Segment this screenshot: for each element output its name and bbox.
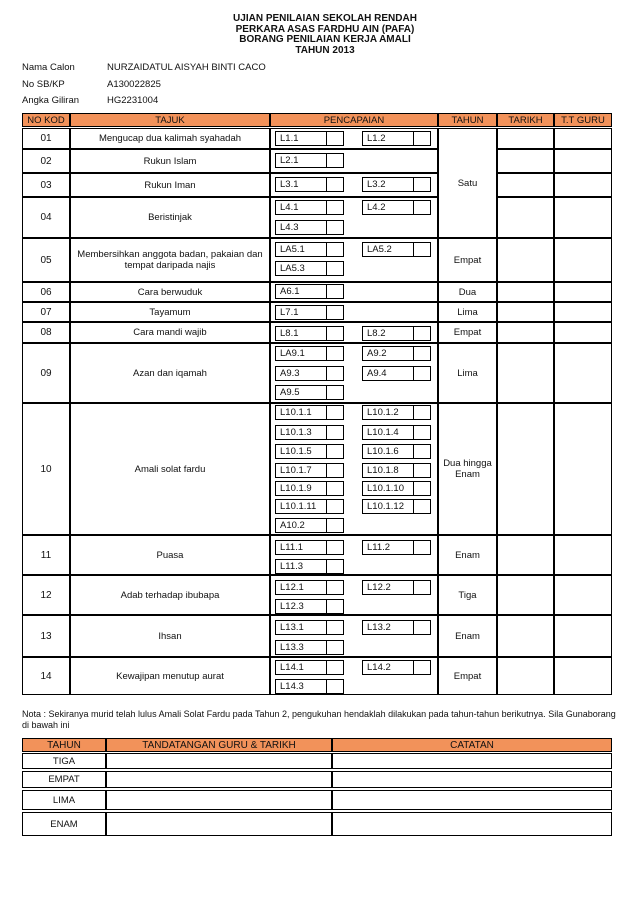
bottom-signature-cell[interactable] — [106, 812, 332, 836]
mark-checkbox[interactable] — [413, 425, 431, 440]
achievement-box[interactable] — [275, 599, 327, 614]
achievement-code: LA5.2 — [367, 244, 392, 255]
mark-checkbox[interactable] — [413, 366, 431, 381]
mark-checkbox[interactable] — [326, 261, 344, 276]
bottom-notes-cell[interactable] — [332, 753, 612, 769]
row-code-cell: 01 — [22, 128, 70, 149]
achievement-code: L10.1.1 — [280, 407, 312, 418]
achievement-box[interactable] — [275, 326, 327, 341]
row-title-cell: Rukun Islam — [70, 149, 270, 173]
row-title-cell: Amali solat fardu — [70, 403, 270, 535]
achievement-box[interactable] — [362, 242, 414, 257]
mark-checkbox[interactable] — [326, 599, 344, 614]
teacher-signature-cell[interactable] — [554, 322, 612, 343]
achievement-box[interactable] — [275, 679, 327, 694]
achievement-code: L11.2 — [367, 542, 391, 553]
achievement-code: L8.1 — [280, 328, 299, 339]
bottom-notes-cell[interactable] — [332, 771, 612, 788]
achievement-box[interactable] — [362, 425, 414, 440]
date-cell[interactable] — [497, 657, 554, 695]
achievement-code: L14.3 — [280, 681, 304, 692]
bottom-header-cell: TANDATANGAN GURU & TARIKH — [106, 738, 332, 752]
year-cell: Lima — [438, 302, 497, 322]
candidate-field-value: NURZAIDATUL AISYAH BINTI CACO — [107, 62, 266, 73]
achievement-box[interactable] — [275, 242, 327, 257]
row-title-cell: Cara berwuduk — [70, 282, 270, 302]
achievement-code: L13.3 — [280, 642, 304, 653]
date-cell[interactable] — [497, 238, 554, 282]
date-cell[interactable] — [497, 302, 554, 322]
row-title-cell: Tayamum — [70, 302, 270, 322]
year-cell: Dua hingga Enam — [438, 403, 497, 535]
achievement-box[interactable] — [275, 220, 327, 235]
achievement-box[interactable] — [275, 559, 327, 574]
bottom-year-cell: ENAM — [22, 812, 106, 836]
mark-checkbox[interactable] — [413, 499, 431, 514]
teacher-signature-cell[interactable] — [554, 403, 612, 535]
mark-checkbox[interactable] — [326, 346, 344, 361]
mark-checkbox[interactable] — [326, 200, 344, 215]
achievement-code: L10.1.6 — [367, 446, 399, 457]
achievement-box[interactable] — [275, 425, 327, 440]
bottom-notes-cell[interactable] — [332, 790, 612, 810]
date-cell[interactable] — [497, 173, 554, 197]
achievement-box[interactable] — [275, 200, 327, 215]
mark-checkbox[interactable] — [413, 540, 431, 555]
table-header-cell: TAJUK — [70, 113, 270, 127]
achievement-box[interactable] — [275, 518, 327, 533]
mark-checkbox[interactable] — [326, 366, 344, 381]
date-cell[interactable] — [497, 322, 554, 343]
achievement-code: L8.2 — [367, 328, 386, 339]
achievement-code: L4.2 — [367, 202, 386, 213]
bottom-signature-cell[interactable] — [106, 790, 332, 810]
date-cell[interactable] — [497, 282, 554, 302]
date-cell[interactable] — [497, 615, 554, 657]
achievement-code: L4.1 — [280, 202, 299, 213]
mark-checkbox[interactable] — [413, 463, 431, 478]
achievement-box[interactable] — [362, 580, 414, 595]
achievement-code: LA5.1 — [280, 244, 305, 255]
teacher-signature-cell[interactable] — [554, 282, 612, 302]
candidate-field-label: Angka Giliran — [22, 95, 80, 106]
row-code-cell: 06 — [22, 282, 70, 302]
bottom-signature-cell[interactable] — [106, 753, 332, 769]
form-title-line: PERKARA ASAS FARDHU AIN (PAFA) — [235, 23, 415, 35]
achievement-code: L1.1 — [280, 133, 299, 144]
mark-checkbox[interactable] — [413, 405, 431, 420]
row-code-cell: 11 — [22, 535, 70, 575]
mark-checkbox[interactable] — [326, 242, 344, 257]
date-cell[interactable] — [497, 403, 554, 535]
mark-checkbox[interactable] — [413, 177, 431, 192]
row-code-cell: 14 — [22, 657, 70, 695]
row-code-cell: 05 — [22, 238, 70, 282]
row-title-cell: Mengucap dua kalimah syahadah — [70, 128, 270, 149]
achievement-code: L10.1.2 — [367, 407, 399, 418]
achievement-code: L1.2 — [367, 133, 386, 144]
candidate-field-label: No SB/KP — [22, 79, 65, 90]
achievement-box[interactable] — [362, 346, 414, 361]
achievement-code: L10.1.7 — [280, 465, 312, 476]
achievement-code: L11.3 — [280, 561, 304, 572]
achievement-box[interactable] — [275, 660, 327, 675]
row-code-cell: 07 — [22, 302, 70, 322]
form-title-line: UJIAN PENILAIAN SEKOLAH RENDAH — [233, 13, 417, 24]
date-cell[interactable] — [497, 535, 554, 575]
achievement-box[interactable] — [275, 346, 327, 361]
achievement-box[interactable] — [275, 385, 327, 400]
achievement-code: L10.1.12 — [367, 501, 404, 512]
achievement-code: L10.1.9 — [280, 483, 312, 494]
bottom-signature-cell[interactable] — [106, 771, 332, 788]
table-header-cell: TARIKH — [497, 113, 554, 127]
table-header-cell: NO KOD — [22, 113, 70, 127]
achievement-box[interactable] — [275, 444, 327, 459]
bottom-year-cell: LIMA — [22, 790, 106, 810]
row-title-cell: Beristinjak — [70, 197, 270, 238]
mark-checkbox[interactable] — [326, 679, 344, 694]
table-header-cell: PENCAPAIAN — [270, 113, 438, 127]
mark-checkbox[interactable] — [326, 640, 344, 655]
year-cell: Empat — [438, 238, 497, 282]
achievement-box[interactable] — [275, 640, 327, 655]
bottom-year-cell: EMPAT — [22, 771, 106, 788]
mark-checkbox[interactable] — [326, 284, 344, 299]
mark-checkbox[interactable] — [326, 518, 344, 533]
teacher-signature-cell[interactable] — [554, 149, 612, 173]
mark-checkbox[interactable] — [413, 444, 431, 459]
achievement-box[interactable] — [362, 463, 414, 478]
achievement-box[interactable] — [362, 540, 414, 555]
achievement-code: L3.1 — [280, 179, 299, 190]
mark-checkbox[interactable] — [326, 540, 344, 555]
bottom-notes-cell[interactable] — [332, 812, 612, 836]
achievement-box[interactable] — [275, 405, 327, 420]
achievement-box[interactable] — [362, 131, 414, 146]
teacher-signature-cell[interactable] — [554, 197, 612, 238]
row-code-cell: 13 — [22, 615, 70, 657]
mark-checkbox[interactable] — [326, 220, 344, 235]
year-cell: Enam — [438, 615, 497, 657]
achievement-box[interactable] — [275, 284, 327, 299]
mark-checkbox[interactable] — [413, 580, 431, 595]
row-title-cell: Cara mandi wajib — [70, 322, 270, 343]
bottom-header-cell: CATATAN — [332, 738, 612, 752]
achievement-box[interactable] — [275, 305, 327, 320]
achievement-box[interactable] — [275, 540, 327, 555]
achievement-box[interactable] — [275, 620, 327, 635]
mark-checkbox[interactable] — [326, 153, 344, 168]
achievement-code: A9.2 — [367, 348, 387, 359]
mark-checkbox[interactable] — [326, 326, 344, 341]
date-cell[interactable] — [497, 197, 554, 238]
year-cell: Tiga — [438, 575, 497, 615]
mark-checkbox[interactable] — [413, 660, 431, 675]
footnote: Nota : Sekiranya murid telah lulus Amali Solat Fardu pada Tahun 2, pengukuhan hendaklah dilakukan pada tahun-tahun berikutnya. Sila Gunaborang di bawah ini — [22, 709, 616, 730]
teacher-signature-cell[interactable] — [554, 173, 612, 197]
teacher-signature-cell[interactable] — [554, 238, 612, 282]
mark-checkbox[interactable] — [326, 425, 344, 440]
achievement-box[interactable] — [275, 177, 327, 192]
mark-checkbox[interactable] — [326, 177, 344, 192]
achievement-box[interactable] — [275, 580, 327, 595]
teacher-signature-cell[interactable] — [554, 535, 612, 575]
date-cell[interactable] — [497, 149, 554, 173]
achievement-code: A9.3 — [280, 368, 300, 379]
row-code-cell: 09 — [22, 343, 70, 403]
achievement-box[interactable] — [362, 444, 414, 459]
row-title-cell: Puasa — [70, 535, 270, 575]
date-cell[interactable] — [497, 575, 554, 615]
achievement-box[interactable] — [362, 499, 414, 514]
mark-checkbox[interactable] — [413, 242, 431, 257]
mark-checkbox[interactable] — [326, 444, 344, 459]
achievement-code: L4.3 — [280, 222, 299, 233]
achievement-box[interactable] — [362, 481, 414, 496]
row-code-cell: 03 — [22, 173, 70, 197]
teacher-signature-cell[interactable] — [554, 615, 612, 657]
row-code-cell: 10 — [22, 403, 70, 535]
mark-checkbox[interactable] — [326, 385, 344, 400]
candidate-field-value: HG2231004 — [107, 95, 159, 106]
form-title-line: TAHUN 2013 — [295, 44, 355, 56]
teacher-signature-cell[interactable] — [554, 575, 612, 615]
mark-checkbox[interactable] — [413, 620, 431, 635]
mark-checkbox[interactable] — [413, 481, 431, 496]
row-code-cell: 04 — [22, 197, 70, 238]
row-title-cell: Ihsan — [70, 615, 270, 657]
mark-checkbox[interactable] — [326, 620, 344, 635]
achievement-code: A6.1 — [280, 286, 300, 297]
achievement-code: L12.1 — [280, 582, 304, 593]
achievement-box[interactable] — [362, 660, 414, 675]
bottom-header-cell: TAHUN — [22, 738, 106, 752]
teacher-signature-cell[interactable] — [554, 343, 612, 403]
achievement-box[interactable] — [362, 326, 414, 341]
achievement-code: L7.1 — [280, 307, 299, 318]
achievement-box[interactable] — [275, 366, 327, 381]
achievement-code: L12.2 — [367, 582, 391, 593]
year-cell: Dua — [438, 282, 497, 302]
achievement-box[interactable] — [362, 405, 414, 420]
achievement-code: L10.1.11 — [280, 501, 317, 512]
table-header-cell: T.T GURU — [554, 113, 612, 127]
mark-checkbox[interactable] — [326, 131, 344, 146]
achievement-box[interactable] — [275, 261, 327, 276]
achievement-code: L13.2 — [367, 622, 391, 633]
achievement-code: LA5.3 — [280, 263, 305, 274]
row-title-cell: Kewajipan menutup aurat — [70, 657, 270, 695]
achievement-code: L10.1.8 — [367, 465, 399, 476]
mark-checkbox[interactable] — [326, 481, 344, 496]
mark-checkbox[interactable] — [413, 200, 431, 215]
mark-checkbox[interactable] — [413, 346, 431, 361]
mark-checkbox[interactable] — [326, 499, 344, 514]
achievement-box[interactable] — [275, 481, 327, 496]
mark-checkbox[interactable] — [413, 326, 431, 341]
table-header-cell: TAHUN — [438, 113, 497, 127]
row-title-cell: Membersihkan anggota badan, pakaian dan tempat daripada najis — [70, 238, 270, 282]
achievement-box[interactable] — [362, 177, 414, 192]
year-cell: Satu — [438, 128, 497, 238]
achievement-code: L14.2 — [367, 662, 391, 673]
candidate-field-value: A130022825 — [107, 79, 161, 90]
row-code-cell: 08 — [22, 322, 70, 343]
achievement-code: L13.1 — [280, 622, 304, 633]
teacher-signature-cell[interactable] — [554, 128, 612, 149]
row-code-cell: 12 — [22, 575, 70, 615]
achievement-code: A9.4 — [367, 368, 387, 379]
achievement-box[interactable] — [275, 131, 327, 146]
mark-checkbox[interactable] — [413, 131, 431, 146]
achievement-code: L10.1.3 — [280, 427, 312, 438]
achievement-code: LA9.1 — [280, 348, 305, 359]
date-cell[interactable] — [497, 343, 554, 403]
row-title-cell: Adab terhadap ibubapa — [70, 575, 270, 615]
achievement-code: L12.3 — [280, 601, 304, 612]
achievement-code: L10.1.4 — [367, 427, 399, 438]
candidate-field-label: Nama Calon — [22, 62, 75, 73]
achievement-box[interactable] — [275, 499, 327, 514]
mark-checkbox[interactable] — [326, 305, 344, 320]
mark-checkbox[interactable] — [326, 580, 344, 595]
achievement-code: L11.1 — [280, 542, 304, 553]
achievement-code: L3.2 — [367, 179, 386, 190]
mark-checkbox[interactable] — [326, 559, 344, 574]
achievement-code: L10.1.10 — [367, 483, 404, 494]
achievement-code: L2.1 — [280, 155, 299, 166]
date-cell[interactable] — [497, 128, 554, 149]
mark-checkbox[interactable] — [326, 660, 344, 675]
year-cell: Empat — [438, 657, 497, 695]
form-title-line: BORANG PENILAIAN KERJA AMALI — [239, 34, 411, 45]
year-cell: Lima — [438, 343, 497, 403]
achievement-box[interactable] — [362, 200, 414, 215]
row-code-cell: 02 — [22, 149, 70, 173]
teacher-signature-cell[interactable] — [554, 657, 612, 695]
mark-checkbox[interactable] — [326, 405, 344, 420]
achievement-code: A10.2 — [280, 520, 305, 531]
achievement-box[interactable] — [275, 153, 327, 168]
row-title-cell: Azan dan iqamah — [70, 343, 270, 403]
row-title-cell: Rukun Iman — [70, 173, 270, 197]
achievement-box[interactable] — [362, 366, 414, 381]
teacher-signature-cell[interactable] — [554, 302, 612, 322]
achievement-code: L10.1.5 — [280, 446, 312, 457]
year-cell: Empat — [438, 322, 497, 343]
achievement-box[interactable] — [275, 463, 327, 478]
year-cell: Enam — [438, 535, 497, 575]
bottom-year-cell: TIGA — [22, 753, 106, 769]
achievement-code: A9.5 — [280, 387, 300, 398]
achievement-code: L14.1 — [280, 662, 304, 673]
achievement-box[interactable] — [362, 620, 414, 635]
mark-checkbox[interactable] — [326, 463, 344, 478]
